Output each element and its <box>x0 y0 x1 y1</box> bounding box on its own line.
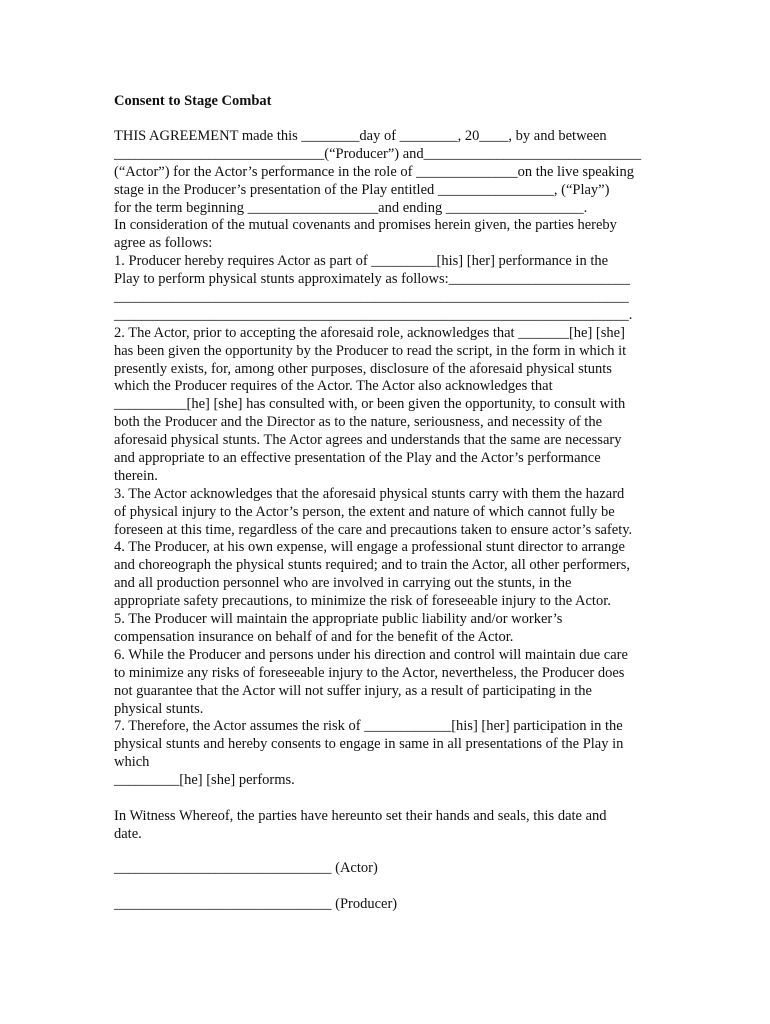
clause-2-line: both the Producer and the Director as to the nature, seriousness, and necessity of the <box>114 414 603 431</box>
clause-2-line: presently exists, for, among other purposes, disclosure of the aforesaid physical stunts <box>114 360 612 377</box>
witness-line: date. <box>114 825 142 842</box>
clause-4-line: 4. The Producer, at his own expense, will engage a professional stunt director to arrange <box>114 539 625 556</box>
clause-2-line: aforesaid physical stunts. The Actor agrees and understands that the same are necessary <box>114 432 622 449</box>
clause-6-line: to minimize any risks of foreseeable injury to the Actor, nevertheless, the Producer does <box>114 664 625 681</box>
witness-line: In Witness Whereof, the parties have hereunto set their hands and seals, this date and <box>114 807 607 824</box>
paragraph-gap <box>114 790 674 808</box>
clause-1-line: 1. Producer hereby requires Actor as part of _________[his] [her] performance in the <box>114 253 609 270</box>
clause-1-line: Play to perform physical stunts approximately as follows:_________________________ <box>114 271 630 288</box>
agreement-line: for the term beginning __________________and ending ___________________. <box>114 199 588 216</box>
producer-signature-line: ______________________________ (Producer) <box>114 896 398 912</box>
agreement-line: _____________________________(“Producer”) and______________________________ <box>114 145 642 162</box>
clause-2-line: has been given the opportunity by the Producer to read the script, in the form in which it <box>114 342 627 359</box>
clause-5-line: compensation insurance on behalf of and for the benefit of the Actor. <box>114 628 514 645</box>
clause-3-line: 3. The Actor acknowledges that the aforesaid physical stunts carry with them the hazard <box>114 485 625 502</box>
clause-7-line: physical stunts and hereby consents to engage in same in all presentations of the Play in <box>114 736 624 753</box>
clause-6-line: not guarantee that the Actor will not suffer injury, as a result of participating in the <box>114 682 592 699</box>
clause-4-line: and all production personnel who are involved in carrying out the stunts, in the <box>114 575 572 592</box>
actor-signature-line: ______________________________ (Actor) <box>114 860 378 876</box>
clause-3-line: foreseen at this time, regardless of the care and precautions taken to ensure actor’s safety. <box>114 521 633 538</box>
clause-7-line: which <box>114 754 150 771</box>
clause-7-line: 7. Therefore, the Actor assumes the risk of ____________[his] [her] participation in the <box>114 718 623 735</box>
clause-5-line: 5. The Producer will maintain the appropriate public liability and/or worker’s <box>114 611 563 628</box>
clause-6-line: 6. While the Producer and persons under his direction and control will maintain due care <box>114 646 628 663</box>
document-title: Consent to Stage Combat <box>114 93 272 109</box>
agreement-line: (“Actor”) for the Actor’s performance in the role of ______________on the live speaking <box>114 163 634 180</box>
clause-2-line: 2. The Actor, prior to accepting the aforesaid role, acknowledges that _______[he] [she] <box>114 324 625 341</box>
agreement-line: stage in the Producer’s presentation of the Play entitled ________________, (“Play”) <box>114 181 610 198</box>
agreement-line: agree as follows: <box>114 235 213 252</box>
agreement-line: THIS AGREEMENT made this ________day of ________, 20____, by and between <box>114 128 607 144</box>
clause-2-line: and appropriate to an effective presentation of the Play and the Actor’s performance <box>114 450 601 467</box>
clause-2-line: which the Producer requires of the Actor. The Actor also acknowledges that <box>114 378 553 395</box>
agreement-line: In consideration of the mutual covenants and promises herein given, the parties hereby <box>114 217 617 234</box>
clause-6-line: physical stunts. <box>114 700 204 717</box>
clause-4-line: appropriate safety precautions, to minimize the risk of foreseeable injury to the Actor. <box>114 593 611 610</box>
blank-fill-line: _______________________________________________________________________ <box>114 289 629 306</box>
agreement-body <box>114 128 674 844</box>
blank-fill-line: _______________________________________________________________________. <box>114 306 633 323</box>
clause-2-line: __________[he] [she] has consulted with, or been given the opportunity, to consult with <box>114 396 626 413</box>
clause-3-line: of physical injury to the Actor’s person, the extent and nature of which cannot fully be <box>114 503 615 520</box>
clause-7-line: _________[he] [she] performs. <box>114 772 295 789</box>
clause-2-line: therein. <box>114 467 158 484</box>
clause-4-line: and choreograph the physical stunts required; and to train the Actor, all other performers, <box>114 557 631 574</box>
